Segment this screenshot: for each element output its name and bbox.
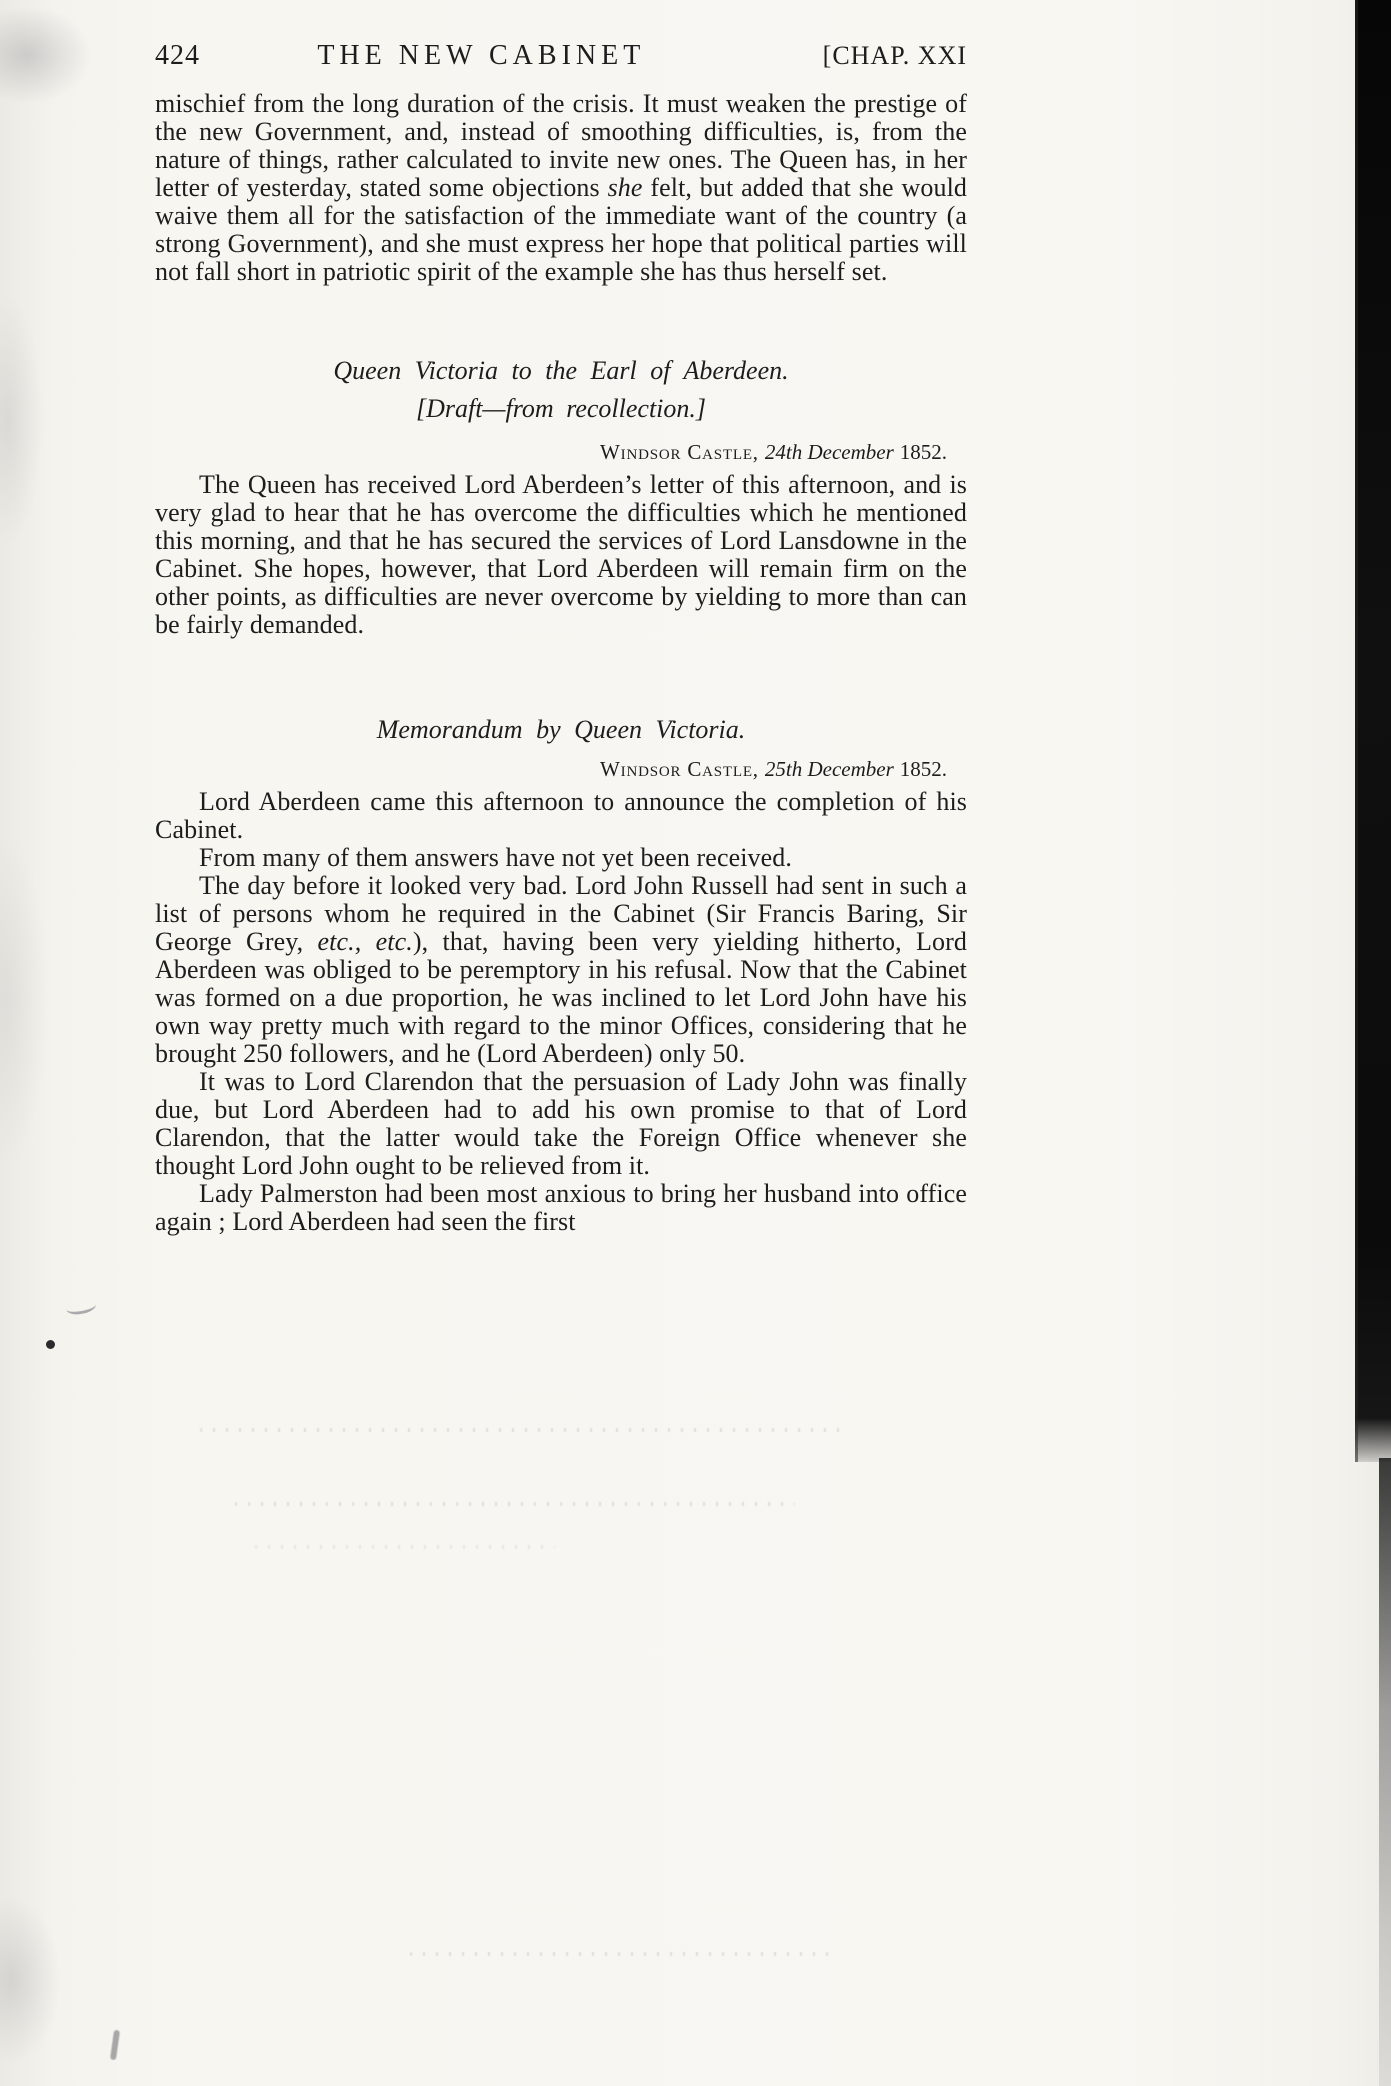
paragraph-text: felt, but added that she would waive them all for the satisfaction of the immediate want of the country (a strong Government), and she must express her hope that political parties will not fall short in patriotic spirit of the example she has thus herself set. (155, 173, 967, 286)
memorandum-paragraph-1: Lord Aberdeen came this afternoon to announce the completion of his Cabinet. (155, 787, 967, 844)
letter-heading: Queen Victoria to the Earl of Aberdeen. (333, 356, 789, 385)
dateline-place: Windsor Castle, (600, 757, 759, 781)
scan-speckle-artifact (200, 1428, 840, 1432)
italic-word: she (607, 173, 643, 202)
draft-note: [Draft—from recollection.] (415, 394, 707, 423)
ink-dot-artifact (46, 1340, 55, 1349)
continuation-paragraph (155, 90, 967, 286)
dateline-date: 24th December (764, 440, 894, 464)
page-number: 424 (155, 40, 200, 71)
scan-speckle-artifact (410, 1952, 830, 1956)
chapter-reference: [CHAP. XXI (822, 41, 967, 70)
pencil-mark-artifact (65, 1298, 97, 1317)
paragraph-text: mischief from the long duration of the crisis. It must weaken the prestige of the new Government, and, instead of smoothing difficulties, is, from the nature of things, rather calculated to invite new ones. The Queen has, in her letter of yesterday, stated some objections (155, 89, 967, 202)
paragraph-text: The day before it looked very bad. Lord John Russell had sent in such a list of persons whom he required in the Cabinet (Sir Francis Baring, Sir George Grey, (155, 871, 967, 956)
dateline-place: Windsor Castle, (600, 440, 759, 464)
memorandum-paragraph-5: Lady Palmerston had been most anxious to bring her husband into office again ; Lord Aberdeen had seen the first (155, 1179, 967, 1236)
text-block (155, 40, 967, 1236)
dateline-year: 1852. (899, 757, 947, 781)
scan-speckle-artifact (255, 1545, 555, 1549)
memorandum-paragraph-4: It was to Lord Clarendon that the persuasion of Lady John was finally due, but Lord Aberdeen had to add his own promise to that of Lord Clarendon, that the latter would take the Foreign Office whenever she thought Lord John ought to be relieved from it. (155, 1067, 967, 1180)
scan-edge-artifact (1355, 0, 1391, 1462)
memorandum-heading: Memorandum by Queen Victoria. (376, 715, 746, 744)
running-header (155, 40, 967, 72)
scan-speckle-artifact (235, 1502, 795, 1506)
paragraph-text: ), that, having been very yielding hitherto, Lord Aberdeen was obliged to be peremptory in his refusal. Now that the Cabinet was formed on a due proportion, he was inclined to let Lord John have his own way pretty much with regard to the minor Offices, considering that he brought 250 followers, and he (Lord Aberdeen) only 50. (155, 927, 967, 1068)
corner-smudge-artifact (110, 2030, 120, 2061)
letter-dateline (155, 440, 967, 465)
memorandum-dateline (155, 757, 967, 782)
scan-edge-artifact-lower (1379, 1458, 1391, 2086)
memorandum-paragraph-3 (155, 872, 967, 1068)
dateline-year: 1852. (899, 440, 947, 464)
italic-phrase: etc., etc. (317, 927, 413, 956)
dateline-date: 25th December (764, 757, 894, 781)
running-head-title: THE NEW CABINET (317, 40, 646, 71)
letter-body-paragraph: The Queen has received Lord Aberdeen’s letter of this afternoon, and is very glad to hear that he has overcome the difficulties which he mentioned this morning, and that he has secured the services of Lord Lansdowne in the Cabinet. She hopes, however, that Lord Aberdeen will remain firm on the other points, as difficulties are never overcome by yielding to more than can be fairly demanded. (155, 470, 967, 639)
memorandum-paragraph-2: From many of them answers have not yet been received. (199, 843, 792, 872)
